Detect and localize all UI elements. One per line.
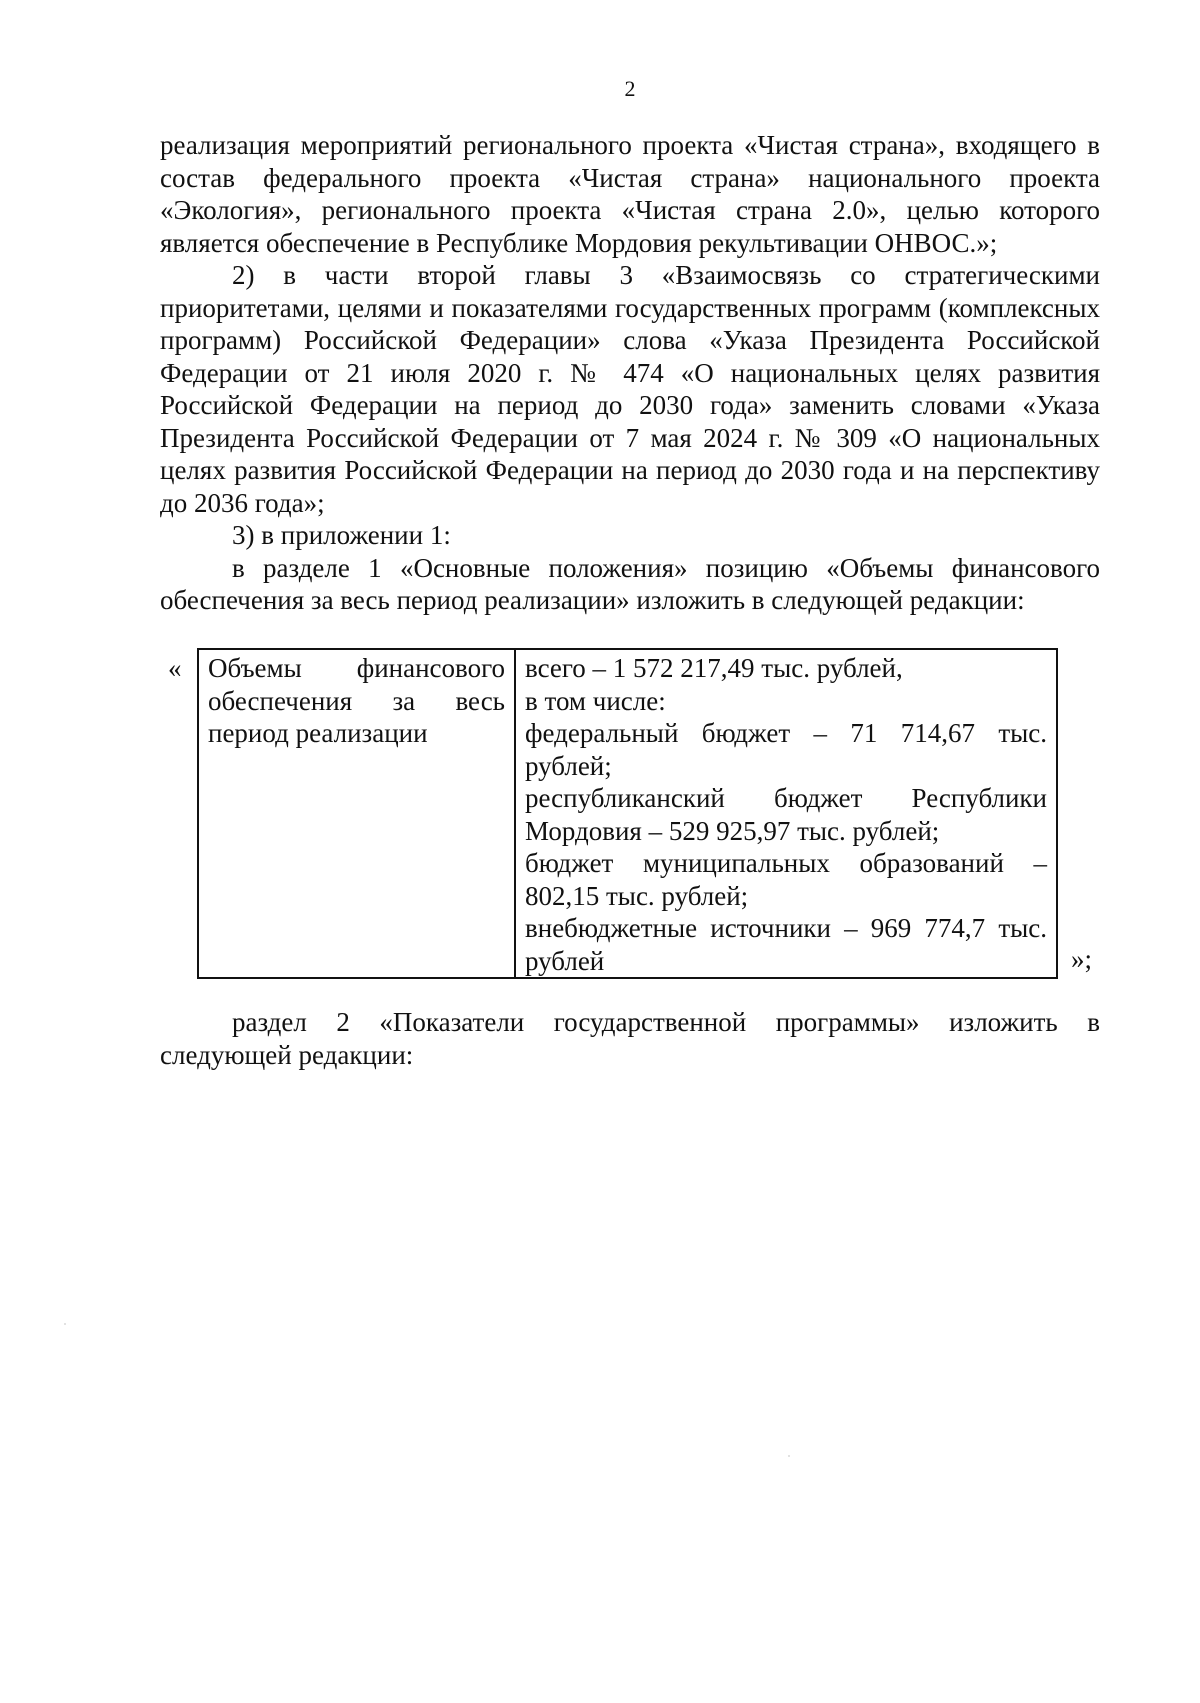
table-row [198,649,1057,978]
value-federal-budget: федеральный бюджет – 71 714,67 тыс. рублей; [525,718,1047,781]
table-open-quote: « [168,653,182,683]
value-extrabudgetary: внебюджетные источники – 969 774,7 тыс. рублей [525,913,1047,976]
financing-value-cell [515,649,1057,978]
financing-label-cell: Объемы финансового обеспечения за весь период реализации [198,649,515,978]
value-including: в том числе: [525,685,666,716]
scan-speck [788,1455,790,1457]
table-close-quote: »; [1071,944,1093,974]
paragraph-section-2: раздел 2 «Показатели государственной программы» изложить в следующей редакции: [160,1007,1100,1070]
closing-text [160,1006,1100,1071]
paragraph-item-2: 2) в части второй главы 3 «Взаимосвязь со стратегическими приоритетами, целями и показателями государственных программ (комплексных программ) Российской Федерации» слова «Указа Президента Российской Федерации от 21 июля 2020 г. № 474 «О национальных целях развития Российской Федерации на период до 2030 года» заменить словами «Указа Президента Российской Федерации от 7 мая 2024 г. № 309 «О национальных целях развития Российской Федерации на период до 2030 года и на перспективу до 2036 года»; [160,260,1100,518]
scan-speck [64,1323,66,1325]
value-total: всего – 1 572 217,49 тыс. рублей, [525,653,903,683]
intro-text [160,129,1100,617]
value-municipal-budget: бюджет муниципальных образований – 802,15 тыс. рублей; [525,848,1047,911]
financing-table [197,648,1058,979]
paragraph-continuation: реализация мероприятий регионального проекта «Чистая страна», входящего в состав федерального проекта «Чистая страна» национального проекта «Экология», регионального проекта «Чистая страна 2.0», целью которого является обеспечение в Республике Мордовия рекультивации ОНВОС.»; [160,130,1100,258]
page-number: 2 [624,76,636,101]
paragraph-section-1: в разделе 1 «Основные положения» позицию «Объемы финансового обеспечения за весь период реализации» изложить в следующей редакции: [160,552,1100,615]
value-republican-budget: республиканский бюджет Республики Мордовия – 529 925,97 тыс. рублей; [525,783,1047,846]
paragraph-item-3: 3) в приложении 1: [232,520,451,550]
